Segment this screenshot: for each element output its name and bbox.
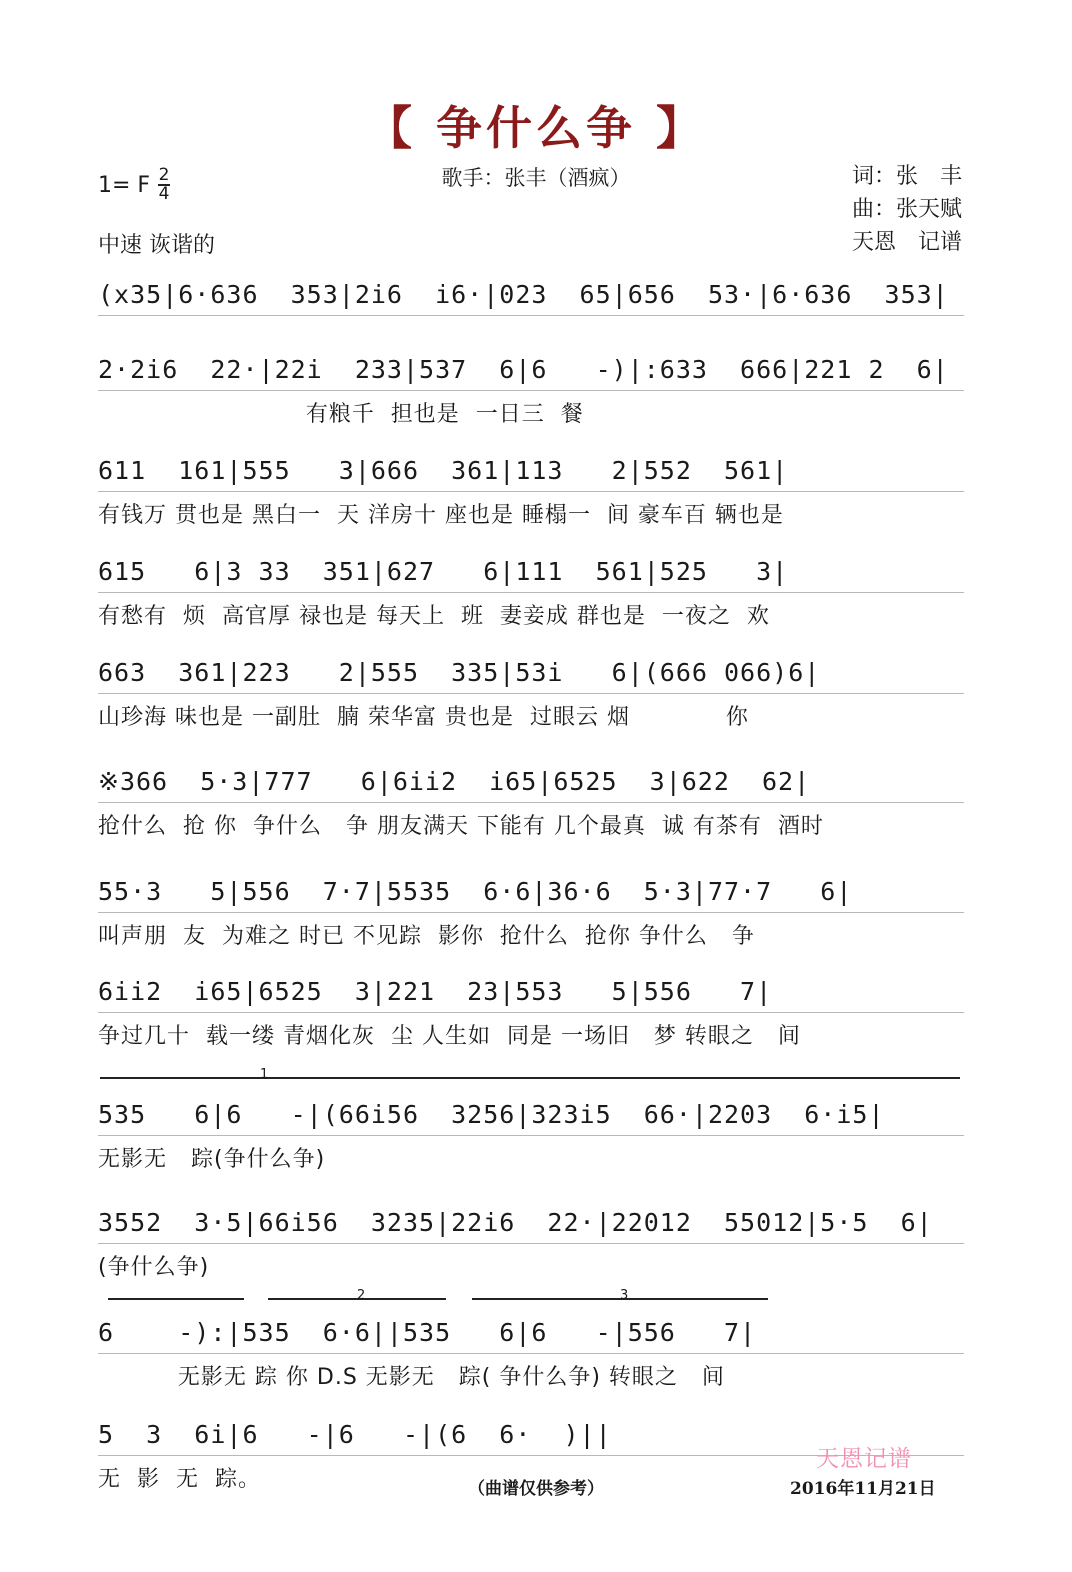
score-line-5 [98,658,964,734]
lyrics-line: 叫声朋 友 为难之 时已 不见踪 影你 抢什么 抢你 争什么 争 [98,924,755,949]
notation-line: 535 6|6 -|(66i56 3256|323i5 66·|2203 6·i5| [98,1100,964,1140]
lyrics-line [98,322,964,356]
credits-block [852,160,962,259]
reference-note: （曲谱仅供参考） [468,1479,604,1499]
notation-line: 611 161|555 3|666 361|113 2|552 561| [98,456,964,496]
score-line-8 [98,977,964,1053]
tempo-marking: 中速 诙谐的 [98,233,215,258]
transcription-date: 2016年11月21日 [790,1479,936,1499]
lyrics-line: 有粮千 担也是 一日三 餐 [98,402,584,427]
volta-bracket-continuation [108,1298,244,1310]
notation-line: 663 361|223 2|555 335|53i 6|(666 066)6| [98,658,964,698]
score-line-2 [98,355,964,431]
lyrics-line: 无 影 无 踪。 [98,1467,261,1492]
notation-line: (x35|6·636 353|2i6 i6·|023 65|656 53·|6·636 353| [98,280,964,320]
lyrics-line: 争过几十 载一缕 青烟化灰 尘 人生如 同是 一场旧 梦 转眼之 间 [98,1024,801,1049]
lyrics-line: 有钱万 贯也是 黑白一 天 洋房十 座也是 睡榻一 间 豪车百 辆也是 [98,503,784,528]
lyrics-line: (争什么争) [98,1255,210,1280]
notation-line: 55·3 5|556 7·7|5535 6·6|36·6 5·3|77·7 6| [98,877,964,917]
notation-line: 6ii2 i65|6525 3|221 23|553 5|556 7| [98,977,964,1017]
time-signature-top: 2 [158,165,170,185]
lyrics-line: 抢什么 抢 你 争什么 争 朋友满天 下能有 几个最真 诚 有茶有 酒时 [98,814,824,839]
volta-bracket-1 [100,1067,960,1089]
lyrics-line: 山珍海 味也是 一副肚 腩 荣华富 贵也是 过眼云 烟 你 [98,705,749,730]
time-signature-bottom: 4 [158,184,170,204]
notation-line: 2·2i6 22·|22i 233|537 6|6 -)|:633 666|221 2 6| [98,355,964,395]
key-signature: 1= F [98,172,151,198]
score-line-3 [98,456,964,532]
score-line-11 [98,1318,964,1394]
volta-bracket-3 [472,1288,768,1310]
transcriber-stamp: 天恩记谱 [816,1446,912,1472]
transcriber-credit: 天恩 记谱 [851,230,962,255]
lyrics-line: 无影无 踪 你 D.S 无影无 踪( 争什么争) 转眼之 间 [98,1365,725,1390]
notation-line: 3552 3·5|66i56 3235|22i6 22·|22012 55012|5·5 6| [98,1208,964,1248]
volta-bracket-2 [268,1288,446,1310]
notation-line: 5 3 6i|6 -|6 -|(6 6· )|| [98,1420,964,1460]
score-line-9 [98,1100,964,1176]
song-title: 【 争什么争 】 [365,101,707,155]
composer-credit: 曲：张天赋 [851,197,962,222]
score-line-1 [98,280,964,356]
score-line-4 [98,557,964,633]
lyricist-credit: 词：张 丰 [851,164,962,189]
singer-credit: 歌手：张丰（酒疯） [441,166,631,190]
score-line-10 [98,1208,964,1284]
notation-line: 615 6|3 33 351|627 6|111 561|525 3| [98,557,964,597]
notation-line: ※366 5·3|777 6|6ii2 i65|6525 3|622 62| [98,767,964,807]
score-line-6 [98,767,964,843]
volta-number: 3 [620,1288,629,1303]
lyrics-line: 有愁有 烦 高官厚 禄也是 每天上 班 妻妾成 群也是 一夜之 欢 [98,604,770,629]
score-line-7 [98,877,964,953]
notation-line: 6 -):|535 6·6||535 6|6 -|556 7| [98,1318,964,1358]
lyrics-line: 无影无 踪(争什么争) [98,1147,326,1172]
volta-number: 1 [260,1067,269,1082]
volta-number: 2 [357,1288,366,1303]
